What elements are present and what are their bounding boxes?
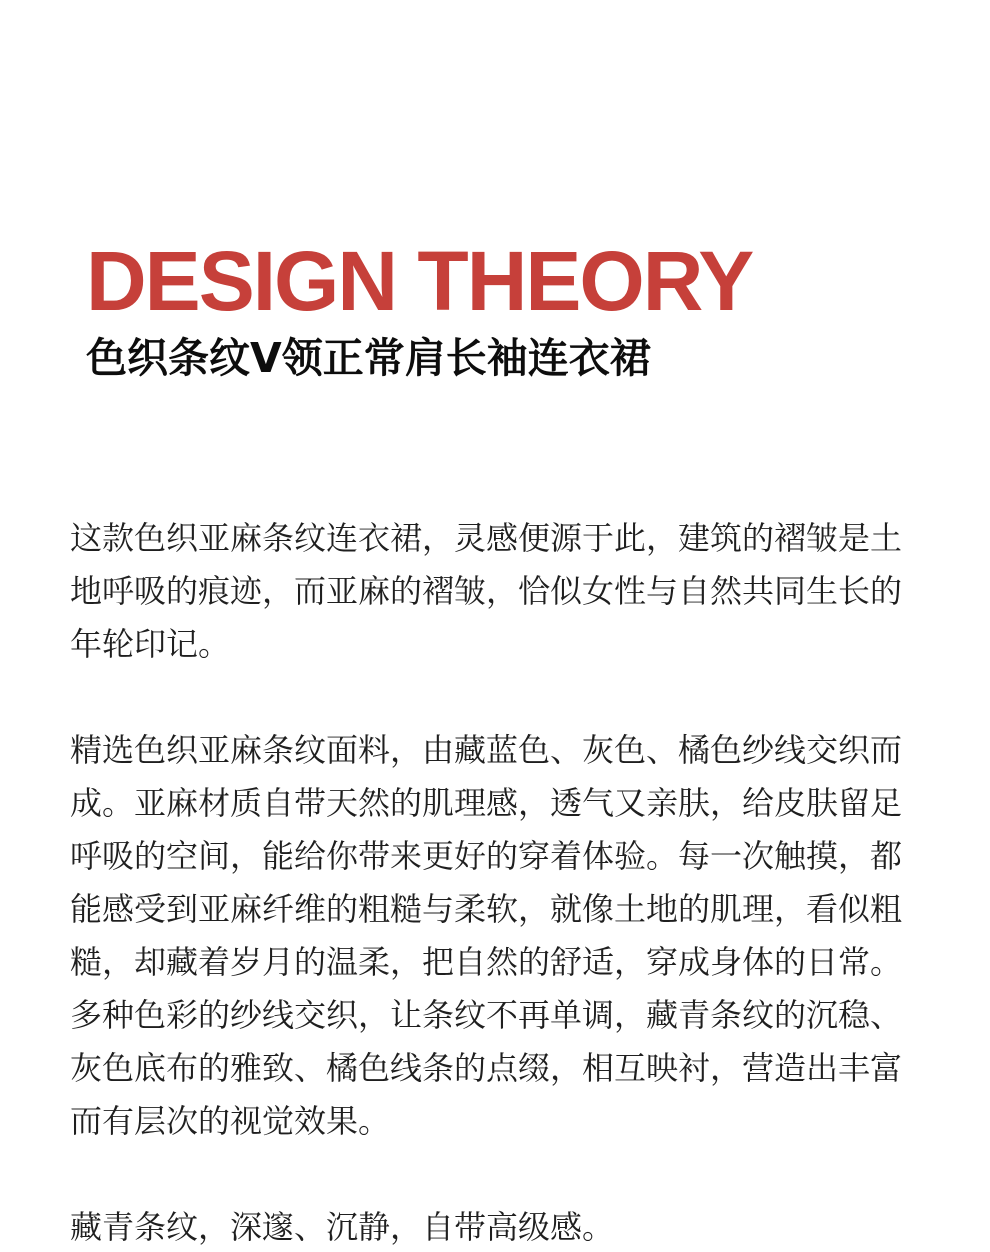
body-text (70, 512, 922, 1252)
page-title: DESIGN THEORY (86, 234, 753, 328)
paragraph-3: 藏青条纹，深邃、沉静，自带高级感。 (70, 1208, 615, 1246)
page-subtitle: 色织条纹V领正常肩长袖连衣裙 (86, 334, 651, 382)
paragraph-1: 这款色织亚麻条纹连衣裙，灵感便源于此，建筑的褶皱是土地呼吸的痕迹，而亚麻的褶皱，恰似女性与自然共同生长的年轮印记。 (70, 519, 903, 663)
paragraph-2: 精选色织亚麻条纹面料，由藏蓝色、灰色、橘色纱线交织而成。亚麻材质自带天然的肌理感，透气又亲肤，给皮肤留足呼吸的空间，能给你带来更好的穿着体验。每一次触摸，都能感受到亚麻纤维的粗糙与柔软，就像土地的肌理，看似粗糙，却藏着岁月的温柔，把自然的舒适，穿成身体的日常。多种色彩的纱线交织，让条纹不再单调，藏青条纹的沉稳、灰色底布的雅致、橘色线条的点缀，相互映衬，营造出丰富而有层次的视觉效果。 (70, 731, 903, 1140)
